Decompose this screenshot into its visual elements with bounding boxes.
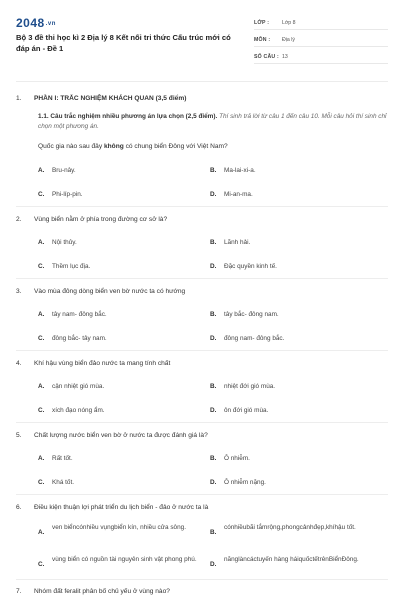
meta-row-class — [254, 16, 388, 30]
option-c[interactable] — [38, 334, 208, 343]
question-6 — [16, 503, 388, 512]
question-number: 1. — [16, 95, 22, 102]
option-text: tây nam- đông bắc. — [52, 311, 107, 318]
option-text: vùng biển có nguồn tài nguyên sinh vật phong phú. — [52, 556, 197, 563]
page-title: Bộ 3 đề thi học kì 2 Địa lý 8 Kết nối tri thức Cấu trúc mới có đáp án - Đề 1 — [16, 33, 231, 53]
option-b[interactable] — [210, 238, 380, 247]
option-c[interactable] — [38, 262, 208, 271]
option-text: cận nhiệt gió mùa. — [52, 383, 105, 390]
meta-row-count — [254, 50, 388, 64]
option-b[interactable] — [210, 454, 380, 463]
question-2 — [16, 215, 388, 224]
question-stem — [38, 142, 388, 151]
option-a[interactable] — [38, 454, 208, 463]
option-text: Ma-lai-xi-a. — [224, 167, 256, 174]
option-letter: C. — [38, 335, 45, 342]
option-b[interactable] — [210, 166, 380, 175]
option-a[interactable] — [38, 238, 208, 247]
stem-text: Quốc gia nào sau đây — [38, 143, 104, 150]
option-text: Khá tốt. — [52, 479, 75, 486]
option-letter: A. — [38, 529, 45, 536]
option-letter: C. — [38, 407, 45, 414]
section-heading — [16, 94, 388, 103]
option-letter: D. — [210, 479, 217, 486]
question-number: 2. — [16, 216, 22, 223]
option-text: Thềm lục địa. — [52, 263, 91, 270]
question-text: Khí hậu vùng biển đảo nước ta mang tính chất — [34, 360, 171, 367]
meta-info — [254, 16, 388, 67]
divider — [16, 350, 388, 351]
option-text: đông nam- đông bắc. — [224, 335, 285, 342]
option-text: xích đạo nóng ẩm. — [52, 407, 105, 414]
option-letter: A. — [38, 455, 45, 462]
option-letter: D. — [210, 335, 217, 342]
option-text: Đặc quyền kinh tế. — [224, 263, 277, 270]
option-letter: C. — [38, 263, 45, 270]
meta-label: MÔN : — [254, 36, 271, 43]
option-text: tây bắc- đông nam. — [224, 311, 279, 318]
logo-text: 2048 — [16, 16, 45, 30]
stem-emphasis: không — [103, 143, 124, 150]
option-text: đông bắc- tây nam. — [52, 335, 107, 342]
option-text: Mi-an-ma. — [224, 191, 253, 198]
option-letter: C. — [38, 191, 45, 198]
option-b[interactable] — [210, 523, 380, 537]
option-text: nănglàncáctuyến hàng háiquốctếtrênBiểnĐông. — [224, 556, 359, 563]
option-letter: A. — [38, 239, 45, 246]
option-letter: C. — [38, 561, 45, 568]
option-text: Nội thủy. — [52, 239, 77, 246]
question-number: 5. — [16, 432, 22, 439]
option-text: ven biểncónhiều vụngbiển kín, nhiều cửa sông. — [52, 524, 186, 531]
option-c[interactable] — [38, 406, 208, 415]
meta-row-subject — [254, 33, 388, 47]
option-letter: D. — [210, 191, 217, 198]
option-d[interactable] — [210, 478, 380, 487]
question-3 — [16, 287, 388, 296]
section-instructions — [38, 112, 388, 131]
question-number: 4. — [16, 360, 22, 367]
option-c[interactable] — [38, 478, 208, 487]
question-text: Vùng biển nằm ở phía trong đường cơ sở là? — [34, 216, 168, 223]
section-title: PHẦN I: TRẮC NGHIỆM KHÁCH QUAN (3,5 điểm) — [34, 95, 187, 102]
meta-value: Địa lý — [282, 36, 295, 43]
option-letter: D. — [210, 407, 217, 414]
instructions-italic: Thí sinh trả lời từ câu 1 đến câu 10. Mỗi câu hỏi thí sinh chỉ chọn một phương án. — [38, 113, 387, 130]
option-text: Ô nhiễm. — [224, 455, 250, 462]
option-a[interactable] — [38, 310, 208, 319]
option-text: nhiệt đới gió mùa. — [224, 383, 276, 390]
option-d[interactable] — [210, 406, 380, 415]
divider — [16, 278, 388, 279]
question-7 — [16, 587, 388, 596]
meta-value: 13 — [282, 53, 288, 60]
option-a[interactable] — [38, 166, 208, 175]
option-letter: B. — [210, 239, 217, 246]
option-letter: A. — [38, 311, 45, 318]
option-letter: A. — [38, 383, 45, 390]
site-logo[interactable] — [16, 16, 56, 30]
option-letter: B. — [210, 455, 217, 462]
option-letter: C. — [38, 479, 45, 486]
option-b[interactable] — [210, 382, 380, 391]
option-d[interactable] — [210, 555, 380, 569]
option-letter: B. — [210, 311, 217, 318]
divider — [16, 579, 388, 580]
question-number: 3. — [16, 288, 22, 295]
question-text: Nhóm đất feralit phân bố chủ yếu ở vùng nào? — [34, 588, 170, 595]
option-text: ôn đới gió mùa. — [224, 407, 269, 414]
question-text: Chất lượng nước biển ven bờ ở nước ta được đánh giá là? — [34, 432, 208, 439]
option-letter: D. — [210, 561, 217, 568]
question-1 — [16, 94, 388, 103]
header — [16, 12, 388, 82]
option-c[interactable] — [38, 555, 208, 569]
option-letter: B. — [210, 383, 217, 390]
option-text: Bru-nây. — [52, 167, 76, 174]
option-d[interactable] — [210, 190, 380, 199]
divider — [16, 206, 388, 207]
divider — [16, 494, 388, 495]
option-text: Phi-líp-pin. — [52, 191, 83, 198]
question-text: Điều kiện thuận lợi phát triển du lịch biển - đảo ở nước ta là — [34, 504, 209, 511]
question-number: 6. — [16, 504, 22, 511]
option-text: cónhiềubãi tắmrộng,phongcảnhđẹp,khíhậu tốt. — [224, 524, 356, 531]
option-d[interactable] — [210, 334, 380, 343]
meta-label: LỚP : — [254, 19, 270, 26]
logo-suffix: .vn — [45, 20, 56, 27]
option-b[interactable] — [210, 310, 380, 319]
option-c[interactable] — [38, 190, 208, 199]
option-letter: D. — [210, 263, 217, 270]
option-text: Ô nhiễm nặng. — [224, 479, 266, 486]
divider — [16, 422, 388, 423]
option-text: Rất tốt. — [52, 455, 73, 462]
option-text: Lãnh hải. — [224, 239, 251, 246]
instructions-bold: 1.1. Câu trắc nghiệm nhiều phương án lựa chọn (2,5 điểm). — [38, 113, 218, 120]
option-a[interactable] — [38, 382, 208, 391]
question-5 — [16, 431, 388, 440]
option-a[interactable] — [38, 523, 208, 537]
question-text: Vào mùa đông dòng biển ven bờ nước ta có hướng — [34, 288, 186, 295]
option-letter: A. — [38, 167, 45, 174]
question-4 — [16, 359, 388, 368]
option-letter: B. — [210, 529, 217, 536]
stem-text: có chung biển Đông với Việt Nam? — [123, 143, 228, 150]
meta-label: SỐ CÂU : — [254, 53, 279, 60]
meta-value: Lớp 8 — [282, 19, 296, 26]
question-number: 7. — [16, 588, 22, 595]
option-d[interactable] — [210, 262, 380, 271]
document-page — [16, 12, 388, 600]
option-letter: B. — [210, 167, 217, 174]
